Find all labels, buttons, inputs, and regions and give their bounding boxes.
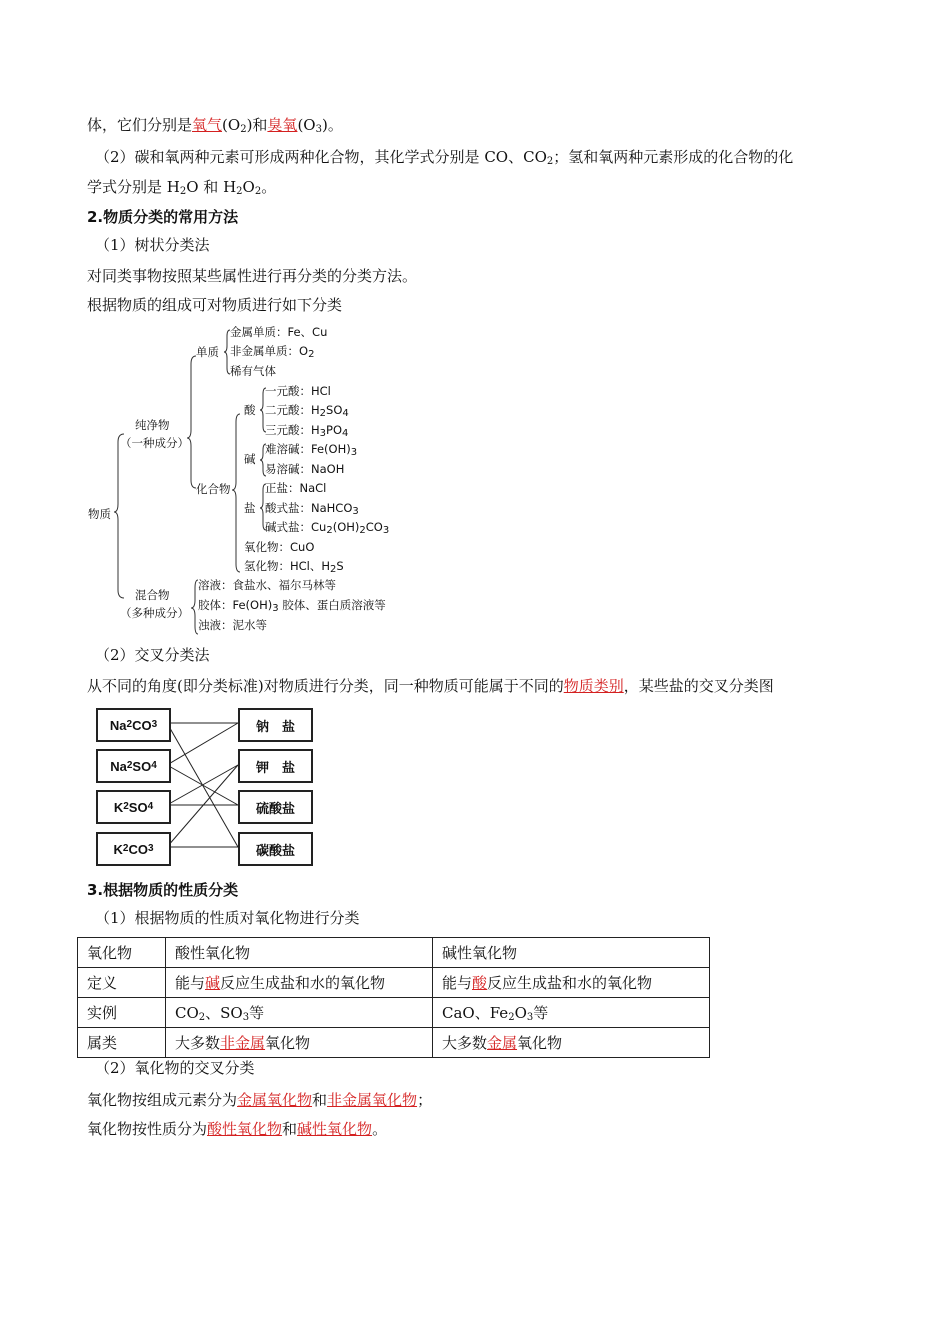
hydrogen-oxide-line: 学式分别是 $H_2O$ 和 $H_2O_2$。 [87, 178, 277, 197]
table-cell: 定义 [78, 968, 166, 998]
tree-base-1: 难溶碱：$Fe(OH)_3$ [265, 442, 358, 458]
section-heading-3: 3.根据物质的性质分类 [87, 881, 239, 899]
oxide-by-element: 氧化物按组成元素分为金属氧化物和非金属氧化物； [87, 1091, 433, 1109]
table-row [78, 998, 710, 1028]
brace-compound [232, 414, 240, 572]
cross-method-desc: 从不同的角度(即分类标准)对物质进行分类，同一种物质可能属于不同的物质类别，某些盐的交叉分类图 [87, 677, 774, 695]
table-cell: 属类 [78, 1028, 166, 1058]
box-na2co3: Na 2 CO 3 [96, 708, 171, 742]
tree-noble-gas: 稀有气体 [230, 364, 276, 378]
tree-pure-sub: （一种成分） [120, 436, 189, 450]
table-row [78, 938, 710, 968]
tree-base-2: 易溶碱：NaOH [265, 462, 345, 476]
tree-acid: 酸 [244, 403, 256, 417]
tree-pure: 纯净物 [135, 418, 170, 432]
tree-mix: 混合物 [135, 588, 170, 602]
brace-mix [191, 580, 198, 634]
tree-salt: 盐 [244, 501, 256, 515]
table-cell: 氧化物 [78, 938, 166, 968]
tree-salt-3: 碱式盐：$Cu_2(OH)_2CO_3$ [265, 520, 390, 536]
tree-nonmetal: 非金属单质：$O_2$ [230, 344, 315, 360]
oxide-property-title: （1）根据物质的性质对氧化物进行分类 [95, 909, 360, 927]
tree-salt-1: 正盐：NaCl [265, 481, 327, 495]
tree-diagram [88, 322, 408, 640]
table-cell: 大多数非金属氧化物 [166, 1028, 433, 1058]
table-cell: $CO_2$、$SO_3$等 [166, 998, 433, 1028]
table-row [78, 968, 710, 998]
tree-base: 碱 [244, 452, 256, 466]
table-cell: 大多数金属氧化物 [433, 1028, 710, 1058]
oxide-by-property: 氧化物按性质分为酸性氧化物和碱性氧化物。 [87, 1120, 388, 1138]
highlight-oxygen: 氧气 [192, 116, 223, 134]
tree-suspension: 浊液：泥水等 [198, 618, 267, 632]
tree-simple: 单质 [196, 345, 219, 359]
tree-method-desc: 对同类事物按照某些属性进行再分类的分类方法。 [87, 267, 418, 285]
link-k2co3-potassium [167, 765, 238, 847]
tree-acid-2: 二元酸：$H_2SO_4$ [265, 403, 349, 419]
box-sodium-salt: 钠 盐 [238, 708, 313, 742]
tree-acid-3: 三元酸：$H_3PO_4$ [265, 423, 349, 439]
highlight-category: 物质类别 [563, 677, 624, 695]
oxide-cross-title: （2）氧化物的交叉分类 [95, 1059, 255, 1077]
table-cell: 碱性氧化物 [433, 938, 710, 968]
box-sulfate: 硫酸盐 [238, 790, 313, 824]
box-k2so4: K 2 SO 4 [96, 790, 171, 824]
cross-diagram [91, 705, 331, 865]
table-cell: 能与碱反应生成盐和水的氧化物 [166, 968, 433, 998]
tree-oxide: 氧化物：CuO [244, 540, 315, 554]
table-row [78, 1028, 710, 1058]
table-cell: 能与酸反应生成盐和水的氧化物 [433, 968, 710, 998]
highlight-ozone: 臭氧 [267, 116, 298, 134]
tree-metal: 金属单质：Fe、Cu [230, 325, 328, 339]
tree-acid-1: 一元酸：HCl [265, 384, 331, 398]
carbon-oxide-line: （2）碳和氧两种元素可形成两种化合物，其化学式分别是 CO、$CO_2$；氢和氧两种元素形成的化合物的化 [95, 148, 794, 167]
tree-salt-2: 酸式盐：NaHCO$_3$ [265, 501, 359, 517]
oxide-table [77, 937, 710, 1058]
table-cell: 实例 [78, 998, 166, 1028]
tree-mix-sub: （多种成分） [120, 606, 189, 620]
tree-compound: 化合物 [196, 482, 231, 496]
box-potassium-salt: 钾 盐 [238, 749, 313, 783]
cross-method-title: （2）交叉分类法 [95, 646, 210, 664]
section-heading-2: 2.物质分类的常用方法 [87, 208, 239, 226]
tree-method-title: （1）树状分类法 [95, 236, 210, 254]
table-cell: CaO、$Fe_2O_3$等 [433, 998, 710, 1028]
tree-colloid: 胶体：$Fe(OH)_3$ 胶体、蛋白质溶液等 [198, 598, 386, 614]
tree-root: 物质 [88, 507, 111, 521]
brace-root [114, 434, 124, 598]
tree-solution: 溶液：食盐水、福尔马林等 [198, 578, 336, 592]
box-na2so4: Na 2 SO 4 [96, 749, 171, 783]
tree-intro: 根据物质的组成可对物质进行如下分类 [87, 296, 343, 314]
brace-pure [187, 356, 196, 488]
box-k2co3: K 2 CO 3 [96, 832, 171, 866]
tree-hydride: 氢化物：HCl、$H_2S$ [244, 559, 344, 575]
box-carbonate: 碳酸盐 [238, 832, 313, 866]
table-cell: 酸性氧化物 [166, 938, 433, 968]
intro-line: 体，它们分别是氧气$(O_2)$和臭氧$(O_3)$。 [87, 116, 343, 135]
link-na2so4-sodium [167, 723, 238, 765]
